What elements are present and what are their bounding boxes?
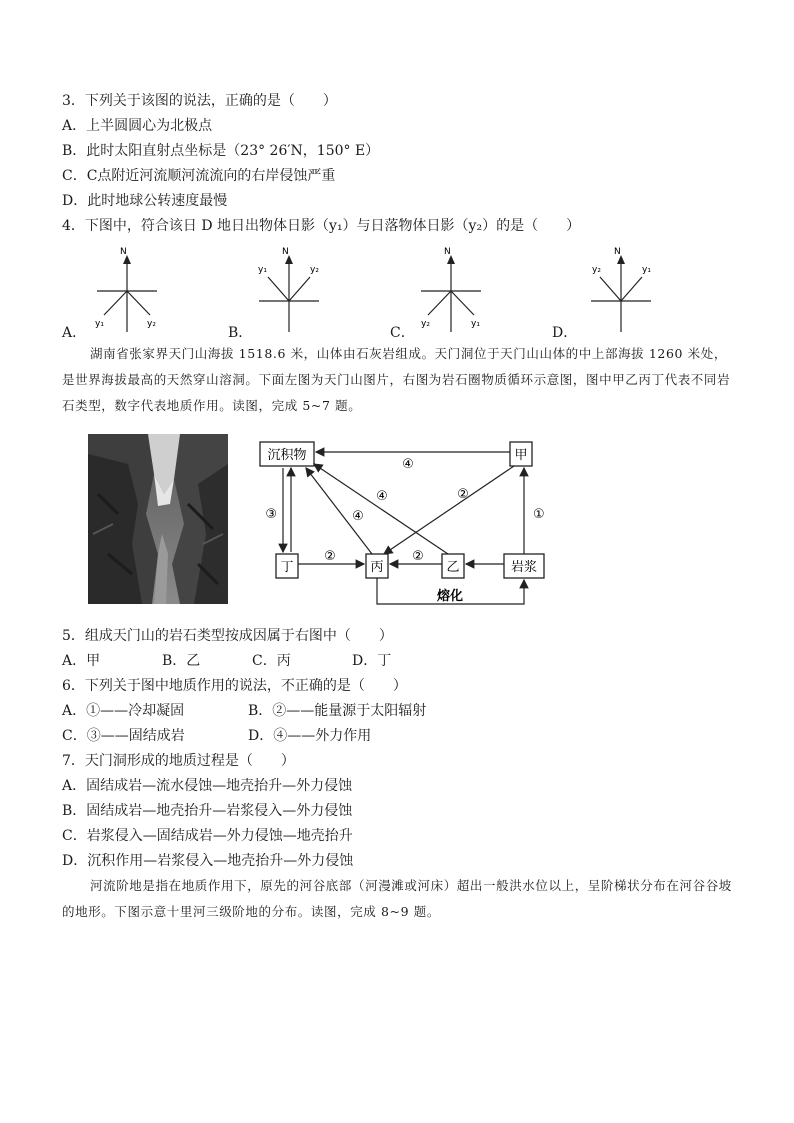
- q5-option-a: A．甲: [62, 653, 101, 669]
- arrow-magma-jia-label: ①: [533, 507, 545, 522]
- q6-stem: 6．下列关于图中地质作用的说法，不正确的是（ ）: [62, 678, 407, 694]
- q4-a-right-label: y₂: [147, 319, 156, 329]
- q3-option-a: A．上半圆圆心为北极点: [62, 118, 213, 134]
- passage-tianmen: 湖南省张家界天门山海拔 1518.6 米，山体由石灰岩组成。天门洞位于天门山山体的中上部海拔 1260 米处，是世界海拔最高的天然穿山溶洞。下面左图为天门山图片，右图为岩石圈物质循环示意图，图中甲乙丙丁代表不同岩石类型，数字代表地质作用。读图，完成 5~7 题。: [62, 346, 731, 413]
- q4-d-left-label: y₂: [592, 265, 601, 275]
- q4-d-right-label: y₁: [642, 265, 651, 275]
- q3-option-d: D．此时地球公转速度最慢: [62, 193, 228, 209]
- q4-stem: 4．下图中，符合该日 D 地日出物体日影（y₁）与日落物体日影（y₂）的是（ ）: [62, 218, 581, 234]
- q7-stem: 7．天门洞形成的地质过程是（ ）: [62, 753, 295, 769]
- q4-option-d-letter: D．: [552, 325, 578, 341]
- q5-option-b: B．乙: [162, 653, 201, 669]
- q3-option-b: B．此时太阳直射点坐标是（23° 26′N，150° E）: [62, 143, 380, 159]
- q4-b-left-label: y₁: [258, 265, 267, 275]
- arrow-ding-bing-label: ②: [324, 549, 336, 564]
- q4-figure-d: [586, 247, 656, 337]
- q4-b-north: N: [282, 247, 289, 257]
- q4-option-b-letter: B．: [228, 325, 253, 341]
- q5-option-d: D．丁: [352, 653, 392, 669]
- arrow-sediment-ding-label: ③: [265, 507, 277, 522]
- arrow-bing-sediment-label: ④: [352, 509, 364, 524]
- q7-option-b: B．固结成岩—地壳抬升—岩浆侵入—外力侵蚀: [62, 803, 353, 819]
- jia-label: 甲: [514, 448, 528, 463]
- yi-label: 乙: [446, 560, 460, 575]
- ding-label: 丁: [280, 560, 294, 575]
- q4-option-a-letter: A．: [62, 325, 87, 341]
- q7-option-a: A．固结成岩—流水侵蚀—地壳抬升—外力侵蚀: [62, 778, 353, 794]
- q4-figure-b: [254, 247, 324, 337]
- q6-option-d: D．④——外力作用: [248, 728, 372, 744]
- q7-option-c: C．岩浆侵入—固结成岩—外力侵蚀—地壳抬升: [62, 828, 353, 844]
- q6-option-a: A．①——冷却凝固: [62, 703, 185, 719]
- q7-option-d: D．沉积作用—岩浆侵入—地壳抬升—外力侵蚀: [62, 853, 354, 869]
- q4-c-left-label: y₂: [421, 319, 430, 329]
- arrow-jia-sediment-label: ④: [402, 457, 414, 472]
- q5-stem: 5．组成天门山的岩石类型按成因属于右图中（ ）: [62, 628, 393, 644]
- q4-b-right-label: y₂: [310, 265, 319, 275]
- sediment-label: 沉积物: [267, 448, 307, 463]
- q4-figure-a: [92, 247, 162, 337]
- arrow-yi-sediment-label: ④: [376, 489, 388, 504]
- rock-cycle-diagram: [258, 438, 558, 613]
- magma-label: 岩浆: [510, 560, 538, 575]
- q4-d-north: N: [614, 247, 621, 257]
- q4-figure-c: [416, 247, 486, 337]
- arrow-jia-bing-label: ②: [457, 487, 469, 502]
- melting-label: 熔化: [436, 589, 464, 604]
- q6-option-b: B．②——能量源于太阳辐射: [248, 703, 427, 719]
- arrow-yi-bing-label: ②: [412, 549, 424, 564]
- bing-label: 丙: [370, 560, 384, 575]
- tianmen-mountain-photo: [88, 434, 228, 604]
- q3-stem: 3．下列关于该图的说法，正确的是（ ）: [62, 93, 337, 109]
- passage-river-terrace: 河流阶地是指在地质作用下，原先的河谷底部（河漫滩或河床）超出一般洪水位以上，呈阶梯状分布在河谷谷坡的地形。下图示意十里河三级阶地的分布。读图，完成 8~9 题。: [62, 878, 732, 919]
- q6-option-c: C．③——固结成岩: [62, 728, 185, 744]
- q4-c-right-label: y₁: [471, 319, 480, 329]
- q4-a-left-label: y₁: [95, 319, 104, 329]
- q5-option-c: C．丙: [252, 653, 291, 669]
- q4-c-north: N: [444, 247, 451, 257]
- q4-a-north: N: [120, 247, 127, 257]
- q3-option-c: C．C点附近河流顺河流流向的右岸侵蚀严重: [62, 168, 336, 184]
- q4-option-c-letter: C．: [390, 325, 415, 341]
